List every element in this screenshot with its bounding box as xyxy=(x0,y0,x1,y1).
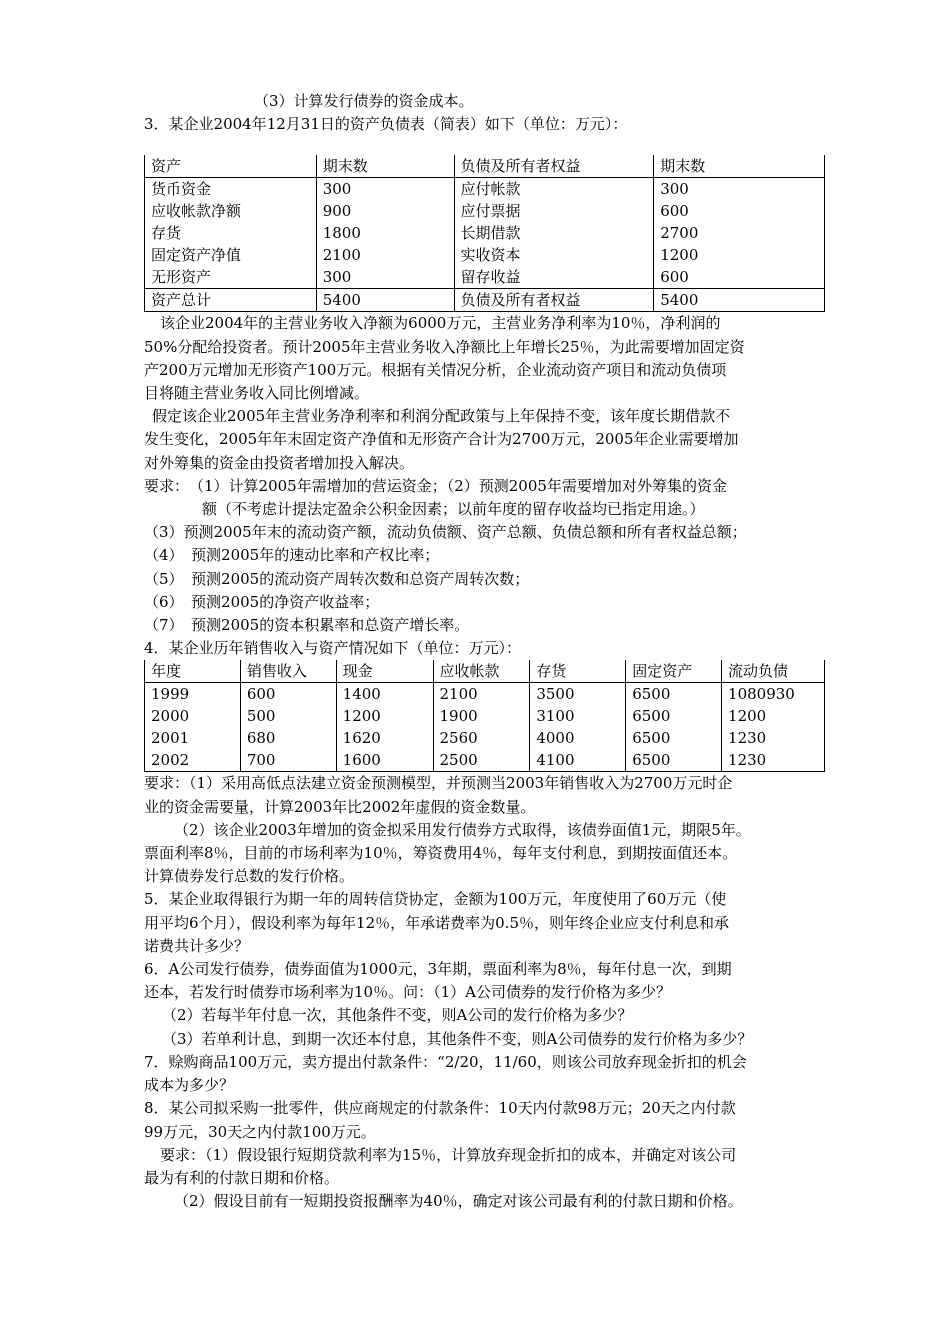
table-row xyxy=(145,222,825,244)
text-line: （2）若每半年付息一次，其他条件不变，则A公司的发行价格为多少？ xyxy=(162,1006,633,1025)
table-header-cell: 现金 xyxy=(336,660,433,683)
text-line: 计算债券发行总数的发行价格。 xyxy=(144,867,355,886)
table-cell: 6500 xyxy=(626,705,722,727)
table-row xyxy=(145,727,825,749)
table-cell: 500 xyxy=(240,705,336,727)
table-cell: 留存收益 xyxy=(454,266,654,289)
table-header-cell: 期末数 xyxy=(316,155,454,178)
text-line: （2）假设目前有一短期投资报酬率为40％，确定对该公司最有利的付款日期和价格。 xyxy=(174,1192,743,1211)
requirement-item: （4） 预测2005年的速动比率和产权比率； xyxy=(144,546,440,565)
table-cell: 固定资产净值 xyxy=(145,244,317,266)
table-cell: 存货 xyxy=(145,222,317,244)
table-cell: 无形资产 xyxy=(145,266,317,289)
table-cell: 680 xyxy=(240,727,336,749)
question-6-heading: 6．A公司发行债券，债券面值为1000元，3年期，票面利率为8％，每年付息一次，到期 xyxy=(144,960,732,979)
text-line: （2）该企业2003年增加的资金拟采用发行债券方式取得，该债券面值1元，期限5年。 xyxy=(174,820,751,839)
table-header-cell: 存货 xyxy=(530,660,626,683)
question-5-heading: 5．某企业取得银行为期一年的周转信贷协定，金额为100万元，年度使用了60万元（使 xyxy=(144,890,727,909)
table-header-cell: 销售收入 xyxy=(240,660,336,683)
text-line: 发生变化，2005年年末固定资产净值和无形资产合计为2700万元，2005年企业需要增加 xyxy=(144,430,739,449)
table-cell: 5400 xyxy=(316,289,454,312)
table-cell: 2500 xyxy=(433,749,530,772)
text-line: 目将随主营业务收入同比例增减。 xyxy=(144,384,370,403)
table-header-cell: 资产 xyxy=(145,155,317,178)
table-cell: 6500 xyxy=(626,683,722,706)
table-cell: 2001 xyxy=(145,727,241,749)
table-row xyxy=(145,266,825,289)
table-cell: 600 xyxy=(240,683,336,706)
table-cell: 300 xyxy=(316,266,454,289)
text-line: 用平均6个月），假设利率为每年12％，年承诺费率为0.5％，则年终企业应支付利息和承 xyxy=(144,913,729,932)
table-cell: 600 xyxy=(654,200,825,222)
text-line: 额（不考虑计提法定盈余公积金因素；以前年度的留存收益均已指定用途。） xyxy=(202,500,705,519)
text-line: （3）若单利计息，到期一次还本付息，其他条件不变，则A公司债券的发行价格为多少？ xyxy=(162,1029,753,1048)
table-cell: 700 xyxy=(240,749,336,772)
table-total-row xyxy=(145,289,825,312)
table-cell: 600 xyxy=(654,266,825,289)
table-cell: 1400 xyxy=(336,683,433,706)
table-row xyxy=(145,200,825,222)
table-cell: 1200 xyxy=(654,244,825,266)
table-cell: 6500 xyxy=(626,727,722,749)
table-cell: 2100 xyxy=(316,244,454,266)
table-header-cell: 流动负债 xyxy=(722,660,825,683)
table-header-cell: 负债及所有者权益 xyxy=(454,155,654,178)
table-cell: 1600 xyxy=(336,749,433,772)
table-cell: 4000 xyxy=(530,727,626,749)
table-cell: 2100 xyxy=(433,683,530,706)
table-cell: 6500 xyxy=(626,749,722,772)
table-header-row xyxy=(145,155,825,178)
table-cell: 2000 xyxy=(145,705,241,727)
table-cell: 2002 xyxy=(145,749,241,772)
question-3-heading: 3．某企业2004年12月31日的资产负债表（简表）如下（单位：万元）： xyxy=(144,115,628,134)
table-row xyxy=(145,749,825,772)
table-cell: 300 xyxy=(654,178,825,201)
sales-assets-table xyxy=(144,660,825,772)
table-cell: 2700 xyxy=(654,222,825,244)
table-cell: 2560 xyxy=(433,727,530,749)
requirement-item: （5） 预测2005的流动资产周转次数和总资产周转次数； xyxy=(144,569,530,588)
table-cell: 3100 xyxy=(530,705,626,727)
table-cell: 1800 xyxy=(316,222,454,244)
balance-sheet-table xyxy=(144,155,825,312)
table-row xyxy=(145,244,825,266)
requirement-item: （7） 预测2005的资本积累率和总资产增长率。 xyxy=(144,616,470,635)
table-cell: 货币资金 xyxy=(145,178,317,201)
table-cell: 长期借款 xyxy=(454,222,654,244)
question-4-heading: 4．某企业历年销售收入与资产情况如下（单位：万元）： xyxy=(144,639,522,658)
table-cell: 3500 xyxy=(530,683,626,706)
text-line: 对外筹集的资金由投资者增加投入解决。 xyxy=(144,453,415,472)
table-cell: 负债及所有者权益 xyxy=(454,289,654,312)
text-line: 99万元，30天之内付款100万元。 xyxy=(144,1122,376,1141)
table-header-cell: 应收帐款 xyxy=(433,660,530,683)
table-cell: 资产总计 xyxy=(145,289,317,312)
document-page xyxy=(144,90,824,1213)
table-header-cell: 固定资产 xyxy=(626,660,722,683)
text-line: 最为有利的付款日期和价格。 xyxy=(144,1168,340,1187)
text-line: 50%分配给投资者。预计2005年主营业务收入净额比上年增长25％，为此需要增加固定资 xyxy=(144,337,745,356)
table-cell: 应付票据 xyxy=(454,200,654,222)
text-line: 诺费共计多少？ xyxy=(144,936,250,955)
text-line: （3）计算发行债券的资金成本。 xyxy=(254,92,474,110)
table-cell: 1230 xyxy=(722,727,825,749)
table-cell: 应收帐款净额 xyxy=(145,200,317,222)
question-7-heading: 7．赊购商品100万元，卖方提出付款条件：“2/20，11/60，则该公司放弃现金折扣的机会 xyxy=(144,1052,747,1071)
requirement-line: 要求：（1）采用高低点法建立资金预测模型，并预测当2003年销售收入为2700万元时企 xyxy=(144,774,733,793)
text-line: 该企业2004年的主营业务收入净额为6000万元，主营业务净利率为10％，净利润的 xyxy=(160,314,721,333)
requirement-item: （6） 预测2005的净资产收益率； xyxy=(144,592,380,611)
table-row xyxy=(145,705,825,727)
requirement-line: 要求：（1）假设银行短期贷款利率为15％，计算放弃现金折扣的成本，并确定对该公司 xyxy=(160,1145,737,1164)
table-header-cell: 年度 xyxy=(145,660,241,683)
table-cell: 900 xyxy=(316,200,454,222)
requirement-item: （3）预测2005年末的流动资产额，流动负债额、资产总额、负债总额和所有者权益总额； xyxy=(144,523,747,542)
text-line: 成本为多少？ xyxy=(144,1076,235,1095)
text-line: 业的资金需要量，计算2003年比2002年虚假的资金数量。 xyxy=(144,797,536,816)
table-row xyxy=(145,683,825,706)
table-cell: 1999 xyxy=(145,683,241,706)
table-cell: 1200 xyxy=(336,705,433,727)
table-cell: 5400 xyxy=(654,289,825,312)
text-line: 还本，若发行时债券市场利率为10％。问：（1）A公司债券的发行价格为多少？ xyxy=(144,983,671,1002)
table-cell: 1080930 xyxy=(722,683,825,706)
table-header-row xyxy=(145,660,825,683)
table-cell: 1900 xyxy=(433,705,530,727)
table-cell: 1230 xyxy=(722,749,825,772)
table-cell: 1200 xyxy=(722,705,825,727)
requirement-line: 要求： （1）计算2005年需增加的营运资金；（2）预测2005年需要增加对外筹集的资金 xyxy=(144,476,727,495)
table-cell: 300 xyxy=(316,178,454,201)
table-row xyxy=(145,178,825,201)
table-cell: 1620 xyxy=(336,727,433,749)
table-header-cell: 期末数 xyxy=(654,155,825,178)
question-8-heading: 8．某公司拟采购一批零件，供应商规定的付款条件：10天内付款98万元；20天之内付款 xyxy=(144,1099,736,1118)
text-line: 产200万元增加无形资产100万元。根据有关情况分析，企业流动资产项目和流动负债项 xyxy=(144,360,727,379)
table-cell: 应付帐款 xyxy=(454,178,654,201)
table-cell: 实收资本 xyxy=(454,244,654,266)
table-cell: 4100 xyxy=(530,749,626,772)
text-line: 票面利率8％，目前的市场利率为10％，筹资费用4％，每年支付利息，到期按面值还本。 xyxy=(144,844,738,863)
text-line: 假定该企业2005年主营业务净利率和利润分配政策与上年保持不变，该年度长期借款不 xyxy=(152,407,731,426)
